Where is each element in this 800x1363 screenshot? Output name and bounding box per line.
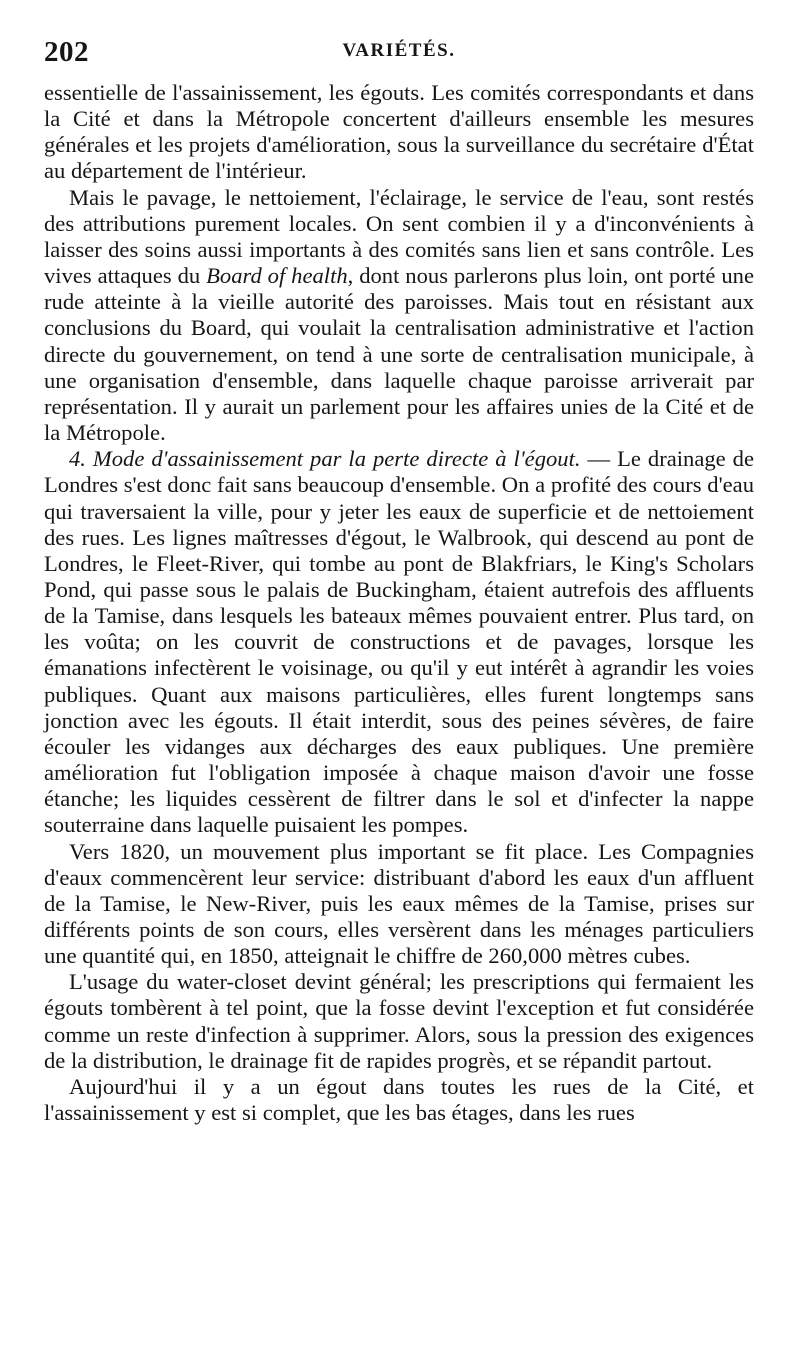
paragraph-6-text: Aujourd'hui il y a un égout dans toutes les rues de la Cité, et l'assainissement y est si complet, que les bas étages, dans les rues [44, 1073, 754, 1126]
paragraph-2-text-end: , dont nous parlerons plus loin, ont porté une rude atteinte à la vieille autorité des paroisses. Mais tout en résistant aux conclusions du Board, qui voulait la centralisation administrative et l'action directe du gouvernement, on tend à une sorte de centralisation municipale, à une organisation d'ensemble, dans laquelle chaque paroisse arriverait par représentation. Il y aurait un parlement pour les affaires unies de la Cité et de la Métropole. [44, 263, 754, 446]
paragraph-3 [44, 446, 754, 838]
paragraph-4-text: Vers 1820, un mouvement plus important se fit place. Les Compagnies d'eaux commencèrent leur service: distribuant d'abord les eaux d'un affluent de la Tamise, le New-River, puis les eaux mêmes de la Tamise, prises sur différents points de son cours, elles versèrent dans les ménages particuliers une quantité qui, en 1850, atteignait le chiffre de 260,000 mètres cubes. [44, 838, 754, 969]
paragraph-2 [44, 185, 754, 447]
paragraph-5-text: L'usage du water-closet devint général; les prescriptions qui fermaient les égouts tombèrent à tel point, que la fosse devint l'exception et fut considérée comme un reste d'infection à supprimer. Alors, sous la pression des exigences de la distribution, le drainage fit de rapides progrès, et se répandit partout. [44, 969, 754, 1073]
body-text [44, 80, 754, 1126]
running-title: VARIÉTÉS. [342, 40, 456, 61]
paragraph-1 [44, 80, 754, 185]
paragraph-5 [44, 969, 754, 1074]
paragraph-4 [44, 839, 754, 970]
paragraph-2-text-start: Mais le pavage, le nettoiement, l'éclairage, le service de l'eau, sont restés des attributions purement locales. On sent combien il y a d'inconvénients à laisser des soins aussi importants à des comités sans lien et sans contrôle. Les vives attaques du [44, 184, 754, 289]
paragraph-3-text: — Le drainage de Londres s'est donc fait sans beaucoup d'ensemble. On a profité des cours d'eau qui traversaient la ville, pour y jeter les eaux de superficie et de nettoiement des rues. Les lignes maîtresses d'égout, le Walbrook, qui descend au pont de Londres, le Fleet-River, qui tombe au pont de Blakfriars, le King's Scholars Pond, qui passe sous le palais de Buckingham, étaient autrefois des affluents de la Tamise, dans lesquels les bateaux mêmes pouvaient entrer. Plus tard, on les voûta; on les couvrit de constructions et de pavages, lorsque les émanations infectèrent le voisinage, ou qu'il y eut intérêt à agrandir les voies publiques. Quant aux maisons particulières, elles furent longtemps sans jonction avec les égouts. Il était interdit, sous des peines sévères, de faire écouler les vidanges aux décharges des eaux publiques. Une première amélioration fut l'obligation imposée à chaque maison d'avoir une fosse étanche; les liquides cessèrent de filtrer dans le sol et d'infecter la nappe souterraine dans laquelle puisaient les pompes. [44, 446, 754, 838]
paragraph-6 [44, 1074, 754, 1126]
page-number: 202 [44, 36, 89, 68]
page-header [44, 30, 754, 80]
board-of-health-title: Board of health [206, 263, 348, 289]
section-heading: 4. Mode d'assainissement par la perte directe à l'égout. [69, 446, 581, 472]
paragraph-1-text: essentielle de l'assainissement, les égouts. Les comités correspondants et dans la Cité et dans la Métropole concertent d'ailleurs ensemble les mesures générales et les projets d'amélioration, sous la surveillance du secrétaire d'État au département de l'intérieur. [44, 80, 754, 184]
